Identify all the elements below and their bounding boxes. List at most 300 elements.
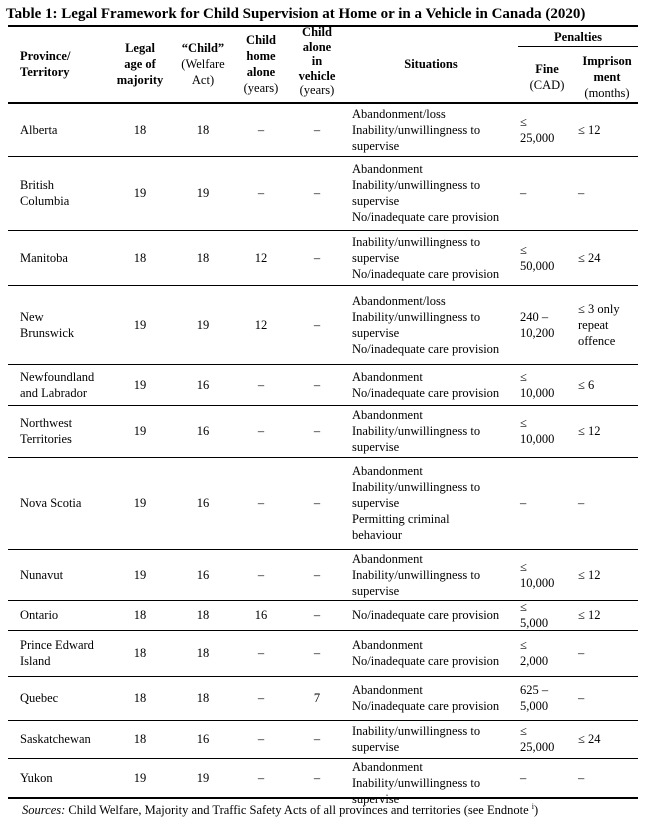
header-vehicle-line: vehicle <box>298 68 336 83</box>
cell-majority <box>110 731 170 747</box>
cell-province-line: Yukon <box>20 770 53 785</box>
cell-child-age <box>172 731 234 747</box>
cell-situations-line: behaviour <box>352 528 402 542</box>
cell-imprisonment <box>578 185 640 201</box>
cell-majority-line: 19 <box>133 317 147 332</box>
cell-province-line: New <box>20 309 44 324</box>
header-home-line: alone <box>246 65 276 79</box>
cell-majority <box>110 645 170 661</box>
cell-vehicle-line: – <box>313 186 321 200</box>
cell-province-line: Newfoundland <box>20 369 95 384</box>
cell-home-alone <box>236 495 286 511</box>
cell-vehicle <box>290 185 344 201</box>
cell-child-age-line: 18 <box>196 250 210 265</box>
cell-majority-line: 18 <box>133 732 147 746</box>
cell-home-alone-line: 12 <box>254 317 268 332</box>
header-fine <box>518 61 576 93</box>
cell-situations-line: Abandonment <box>352 464 423 478</box>
cell-child-age <box>172 250 234 266</box>
cell-situations-line: Abandonment <box>352 369 423 384</box>
row-divider <box>8 549 638 550</box>
cell-situations-line: No/inadequate care provision <box>352 699 500 713</box>
cell-situations-line: supervise <box>352 250 400 265</box>
cell-home-alone-line: – <box>257 646 265 660</box>
cell-imprisonment <box>578 690 640 706</box>
cell-fine <box>520 309 576 341</box>
cell-situations-line: supervise <box>352 440 400 454</box>
cell-fine-line: 10,200 <box>520 325 555 340</box>
cell-child-age-line: 18 <box>196 691 210 705</box>
cell-imprisonment-line: ≤ 3 only <box>578 301 620 316</box>
cell-majority-line: 18 <box>133 123 147 137</box>
cell-imprisonment-line: repeat <box>578 317 609 332</box>
cell-province-line: Northwest <box>20 416 73 430</box>
row-divider <box>8 156 638 157</box>
cell-fine-line: ≤ <box>520 416 527 430</box>
cell-home-alone-line: – <box>257 691 265 705</box>
cell-situations-line: Abandonment <box>352 162 423 176</box>
cell-fine-line: ≤ <box>520 242 527 257</box>
cell-province <box>20 495 112 511</box>
cell-vehicle <box>290 317 344 333</box>
cell-province-line: Prince Edward <box>20 638 94 652</box>
cell-child-age <box>172 317 234 333</box>
cell-home-alone-line: – <box>257 732 265 746</box>
cell-home-alone-line: – <box>257 186 265 200</box>
cell-vehicle <box>290 122 344 138</box>
cell-situations-line: supervise <box>352 792 400 806</box>
row-divider <box>8 676 638 677</box>
cell-situations <box>352 759 514 807</box>
cell-fine <box>520 770 576 786</box>
cell-child-age-line: 18 <box>196 608 210 622</box>
cell-province <box>20 415 112 447</box>
cell-vehicle-line: 7 <box>313 691 321 705</box>
cell-majority-line: 19 <box>133 377 147 392</box>
header-majority-line: age of <box>124 57 156 71</box>
cell-imprisonment <box>578 301 640 349</box>
cell-province-line: British <box>20 178 55 192</box>
cell-province-line: Manitoba <box>20 250 68 265</box>
cell-vehicle <box>290 690 344 706</box>
cell-situations-line: supervise <box>352 583 400 598</box>
cell-fine <box>520 495 576 511</box>
header-imprisonment <box>576 53 638 101</box>
cell-province <box>20 637 112 669</box>
cell-situations-line: No/inadequate care provision <box>352 608 500 622</box>
cell-fine-line: ≤ <box>520 559 527 574</box>
cell-imprisonment <box>578 423 640 439</box>
cell-majority-line: 18 <box>133 691 147 705</box>
cell-fine-line: 625 – <box>520 683 549 697</box>
cell-situations-line: supervise <box>352 740 400 754</box>
cell-home-alone <box>236 731 286 747</box>
header-fine-line: (CAD) <box>529 78 565 92</box>
cell-vehicle-line: – <box>313 317 321 332</box>
cell-home-alone <box>236 645 286 661</box>
header-child-line: Act) <box>191 73 215 87</box>
cell-situations-line: supervise <box>352 194 400 208</box>
cell-majority-line: 19 <box>133 424 147 438</box>
bottom-rule <box>8 797 638 799</box>
cell-vehicle <box>290 770 344 786</box>
cell-home-alone <box>236 317 286 333</box>
cell-fine-line: – <box>520 770 527 785</box>
cell-fine <box>520 723 576 755</box>
cell-majority <box>110 770 170 786</box>
cell-fine-line: ≤ <box>520 724 527 738</box>
cell-vehicle-line: – <box>313 646 321 660</box>
cell-situations-line: Inability/unwillingness to <box>352 123 481 137</box>
cell-situations <box>352 234 514 282</box>
cell-province <box>20 690 112 706</box>
cell-vehicle <box>290 607 344 623</box>
cell-fine-line: – <box>520 496 527 510</box>
header-majority <box>110 40 170 88</box>
cell-fine-line: 10,000 <box>520 432 555 446</box>
cell-situations-line: No/inadequate care provision <box>352 341 500 356</box>
cell-fine-line: ≤ <box>520 600 527 614</box>
cell-situations-line: Abandonment <box>352 551 423 566</box>
cell-fine-line: 2,000 <box>520 654 549 668</box>
cell-vehicle-line: – <box>313 250 321 265</box>
cell-situations-line: Permitting criminal <box>352 512 450 526</box>
cell-province-line: Columbia <box>20 194 70 208</box>
cell-province <box>20 122 112 138</box>
cell-child-age <box>172 185 234 201</box>
cell-fine <box>520 559 576 591</box>
cell-majority <box>110 377 170 393</box>
row-divider <box>8 630 638 631</box>
cell-province <box>20 770 112 786</box>
row-divider <box>8 720 638 721</box>
row-divider <box>8 364 638 365</box>
header-vehicle <box>290 25 344 98</box>
cell-vehicle-line: – <box>313 732 321 746</box>
cell-home-alone <box>236 770 286 786</box>
cell-vehicle-line: – <box>313 770 321 785</box>
cell-home-alone-line: – <box>257 377 265 392</box>
cell-province <box>20 369 112 401</box>
cell-majority <box>110 495 170 511</box>
cell-imprisonment-line: – <box>578 186 585 200</box>
cell-situations-line: No/inadequate care provision <box>352 210 500 224</box>
cell-situations <box>352 607 514 623</box>
cell-majority-line: 18 <box>133 646 147 660</box>
cell-situations-line: Inability/unwillingness to <box>352 309 481 324</box>
cell-imprisonment-line: ≤ 12 <box>578 123 601 137</box>
cell-home-alone <box>236 607 286 623</box>
cell-child-age-line: 18 <box>196 646 210 660</box>
cell-vehicle-line: – <box>313 123 321 137</box>
cell-fine <box>520 599 576 631</box>
header-child-line: “Child” <box>181 41 225 55</box>
cell-home-alone-line: 12 <box>254 250 268 265</box>
cell-situations-line: Inability/unwillingness to <box>352 178 481 192</box>
header-majority-line: Legal <box>125 41 155 55</box>
cell-vehicle-line: – <box>313 567 321 582</box>
cell-fine-line: ≤ <box>520 369 527 384</box>
cell-vehicle <box>290 250 344 266</box>
cell-situations <box>352 682 514 714</box>
cell-imprisonment <box>578 250 640 266</box>
cell-situations <box>352 723 514 755</box>
cell-home-alone-line: – <box>257 770 265 785</box>
cell-imprisonment <box>578 495 640 511</box>
sources-label: Sources: <box>22 803 66 818</box>
cell-majority-line: 19 <box>133 496 147 510</box>
cell-situations <box>352 637 514 669</box>
header-majority-line: majority <box>116 73 164 87</box>
cell-province-line: and Labrador <box>20 385 87 400</box>
cell-vehicle <box>290 495 344 511</box>
header-rule <box>8 102 638 104</box>
cell-majority-line: 18 <box>133 250 147 265</box>
cell-home-alone <box>236 122 286 138</box>
cell-province-line: Saskatchewan <box>20 732 91 746</box>
cell-situations-line: Inability/unwillingness to <box>352 724 481 738</box>
cell-imprisonment <box>578 567 640 583</box>
row-divider <box>8 758 638 759</box>
cell-fine <box>520 415 576 447</box>
cell-province-line: Nova Scotia <box>20 496 82 510</box>
cell-fine-line: 10,000 <box>520 575 555 590</box>
row-divider <box>8 285 638 286</box>
cell-fine-line: 240 – <box>520 309 549 324</box>
cell-child-age <box>172 377 234 393</box>
cell-vehicle <box>290 423 344 439</box>
cell-child-age <box>172 567 234 583</box>
cell-imprisonment <box>578 122 640 138</box>
header-vehicle-line: (years) <box>299 83 335 98</box>
cell-situations-line: Abandonment <box>352 408 423 422</box>
cell-fine-line: 5,000 <box>520 616 549 630</box>
cell-imprisonment-line: ≤ 12 <box>578 424 601 438</box>
header-vehicle-line: Child <box>302 25 332 39</box>
cell-majority <box>110 122 170 138</box>
cell-child-age <box>172 122 234 138</box>
row-divider <box>8 457 638 458</box>
cell-situations-line: Abandonment/loss <box>352 107 446 121</box>
cell-imprisonment-line: – <box>578 691 585 705</box>
cell-province <box>20 309 112 341</box>
cell-imprisonment-line: – <box>578 646 585 660</box>
cell-home-alone <box>236 567 286 583</box>
cell-fine-line: 5,000 <box>520 699 549 713</box>
cell-situations <box>352 369 514 401</box>
cell-majority <box>110 607 170 623</box>
cell-home-alone <box>236 250 286 266</box>
cell-situations-line: No/inadequate care provision <box>352 385 500 400</box>
cell-child-age <box>172 645 234 661</box>
cell-province <box>20 607 112 623</box>
cell-majority <box>110 250 170 266</box>
cell-child-age-line: 19 <box>196 186 210 200</box>
cell-child-age-line: 16 <box>196 732 210 746</box>
sources-text: Child Welfare, Majority and Traffic Safety Acts of all provinces and territories (see Endnote <box>68 803 532 818</box>
cell-child-age <box>172 423 234 439</box>
header-prison-line: Imprison <box>582 54 632 68</box>
endnote-marker: i <box>531 802 534 811</box>
cell-child-age-line: 19 <box>196 770 210 785</box>
cell-situations-line: Inability/unwillingness to <box>352 776 481 790</box>
cell-situations-line: Abandonment <box>352 760 423 774</box>
header-province-line: Territory <box>20 65 70 79</box>
cell-child-age-line: 16 <box>196 377 210 392</box>
cell-majority <box>110 317 170 333</box>
cell-fine-line: 50,000 <box>520 258 555 273</box>
cell-child-age <box>172 495 234 511</box>
cell-situations-line: Inability/unwillingness to <box>352 424 481 438</box>
cell-situations-line: No/inadequate care provision <box>352 654 500 668</box>
cell-home-alone <box>236 423 286 439</box>
sources-close: ) <box>533 803 539 818</box>
header-situations: Situations <box>404 57 458 71</box>
cell-fine <box>520 185 576 201</box>
cell-vehicle <box>290 645 344 661</box>
cell-fine <box>520 682 576 714</box>
cell-situations-line: Abandonment <box>352 638 423 652</box>
cell-imprisonment <box>578 645 640 661</box>
cell-majority-line: 18 <box>133 608 147 622</box>
cell-vehicle-line: – <box>313 608 321 622</box>
cell-fine-line: 10,000 <box>520 385 555 400</box>
cell-majority <box>110 423 170 439</box>
cell-vehicle-line: – <box>313 424 321 438</box>
row-divider <box>8 405 638 406</box>
cell-child-age <box>172 607 234 623</box>
cell-child-age-line: 16 <box>196 496 210 510</box>
header-home-alone <box>236 32 286 96</box>
cell-province-line: Alberta <box>20 123 58 137</box>
cell-province-line: Brunswick <box>20 325 75 340</box>
penalties-rule <box>518 46 638 47</box>
header-vehicle-line: alone <box>302 39 332 54</box>
cell-situations <box>352 293 514 357</box>
header-province-line: Province/ <box>20 49 71 63</box>
cell-majority <box>110 185 170 201</box>
cell-situations-line: No/inadequate care provision <box>352 266 500 281</box>
header-home-line: home <box>246 49 276 63</box>
cell-fine-line: – <box>520 186 527 200</box>
cell-province-line: Ontario <box>20 608 59 622</box>
header-prison-line: (months) <box>584 86 630 100</box>
cell-home-alone <box>236 690 286 706</box>
cell-province-line: Island <box>20 654 51 668</box>
cell-majority-line: 19 <box>133 770 147 785</box>
cell-imprisonment <box>578 731 640 747</box>
header-fine-line: Fine <box>535 62 559 76</box>
cell-majority <box>110 567 170 583</box>
cell-situations-line: supervise <box>352 496 400 510</box>
row-divider <box>8 230 638 231</box>
cell-fine-line: ≤ <box>520 115 527 129</box>
cell-vehicle <box>290 731 344 747</box>
cell-province <box>20 567 112 583</box>
cell-situations-line: Inability/unwillingness to <box>352 567 481 582</box>
header-child-welfare <box>172 40 234 88</box>
sources-note <box>22 802 538 818</box>
cell-majority <box>110 690 170 706</box>
header-province <box>20 48 110 80</box>
cell-fine <box>520 242 576 274</box>
cell-situations <box>352 463 514 543</box>
cell-situations <box>352 407 514 455</box>
cell-child-age-line: 16 <box>196 567 210 582</box>
header-vehicle-line: in <box>311 54 323 69</box>
cell-vehicle <box>290 377 344 393</box>
cell-imprisonment-line: – <box>578 770 585 785</box>
cell-home-alone-line: – <box>257 123 265 137</box>
cell-fine <box>520 637 576 669</box>
cell-fine-line: ≤ <box>520 638 527 652</box>
cell-imprisonment-line: – <box>578 496 585 510</box>
cell-imprisonment-line: ≤ 12 <box>578 608 601 622</box>
cell-province-line: Nunavut <box>20 567 64 582</box>
cell-situations <box>352 106 514 154</box>
header-penalties: Penalties <box>554 30 602 44</box>
cell-home-alone <box>236 185 286 201</box>
cell-province <box>20 250 112 266</box>
cell-imprisonment-line: ≤ 24 <box>578 732 601 746</box>
cell-situations-line: supervise <box>352 325 400 340</box>
cell-imprisonment <box>578 377 640 393</box>
cell-fine-line: 25,000 <box>520 131 555 145</box>
cell-situations <box>352 551 514 599</box>
cell-situations-line: Inability/unwillingness to <box>352 480 481 494</box>
cell-province <box>20 731 112 747</box>
cell-child-age-line: 19 <box>196 317 210 332</box>
cell-situations-line: supervise <box>352 139 400 153</box>
cell-home-alone-line: – <box>257 496 265 510</box>
cell-home-alone-line: 16 <box>254 608 268 622</box>
cell-province <box>20 177 112 209</box>
header-prison-line: ment <box>593 70 621 84</box>
cell-province-line: Territories <box>20 432 72 446</box>
header-home-line: (years) <box>243 81 279 95</box>
cell-fine <box>520 369 576 401</box>
cell-situations-line: Abandonment/loss <box>352 293 446 308</box>
cell-situations-line: Inability/unwillingness to <box>352 234 481 249</box>
cell-child-age <box>172 770 234 786</box>
cell-child-age-line: 18 <box>196 123 210 137</box>
cell-home-alone-line: – <box>257 567 265 582</box>
cell-imprisonment-line: ≤ 6 <box>578 377 595 392</box>
cell-child-age <box>172 690 234 706</box>
cell-imprisonment-line: offence <box>578 333 616 348</box>
cell-situations <box>352 161 514 225</box>
cell-vehicle-line: – <box>313 496 321 510</box>
cell-imprisonment <box>578 607 640 623</box>
cell-vehicle-line: – <box>313 377 321 392</box>
cell-imprisonment-line: ≤ 24 <box>578 250 601 265</box>
cell-home-alone <box>236 377 286 393</box>
cell-fine-line: 25,000 <box>520 740 555 754</box>
header-child-line: (Welfare <box>181 57 225 71</box>
cell-majority-line: 19 <box>133 567 147 582</box>
cell-imprisonment <box>578 770 640 786</box>
cell-imprisonment-line: ≤ 12 <box>578 567 601 582</box>
table-title: Table 1: Legal Framework for Child Supervision at Home or in a Vehicle in Canada (2020) <box>6 6 586 22</box>
header-home-line: Child <box>246 33 276 47</box>
cell-majority-line: 19 <box>133 186 147 200</box>
cell-home-alone-line: – <box>257 424 265 438</box>
cell-child-age-line: 16 <box>196 424 210 438</box>
cell-situations-line: Abandonment <box>352 683 423 697</box>
cell-vehicle <box>290 567 344 583</box>
cell-province-line: Quebec <box>20 691 59 705</box>
cell-fine <box>520 114 576 146</box>
